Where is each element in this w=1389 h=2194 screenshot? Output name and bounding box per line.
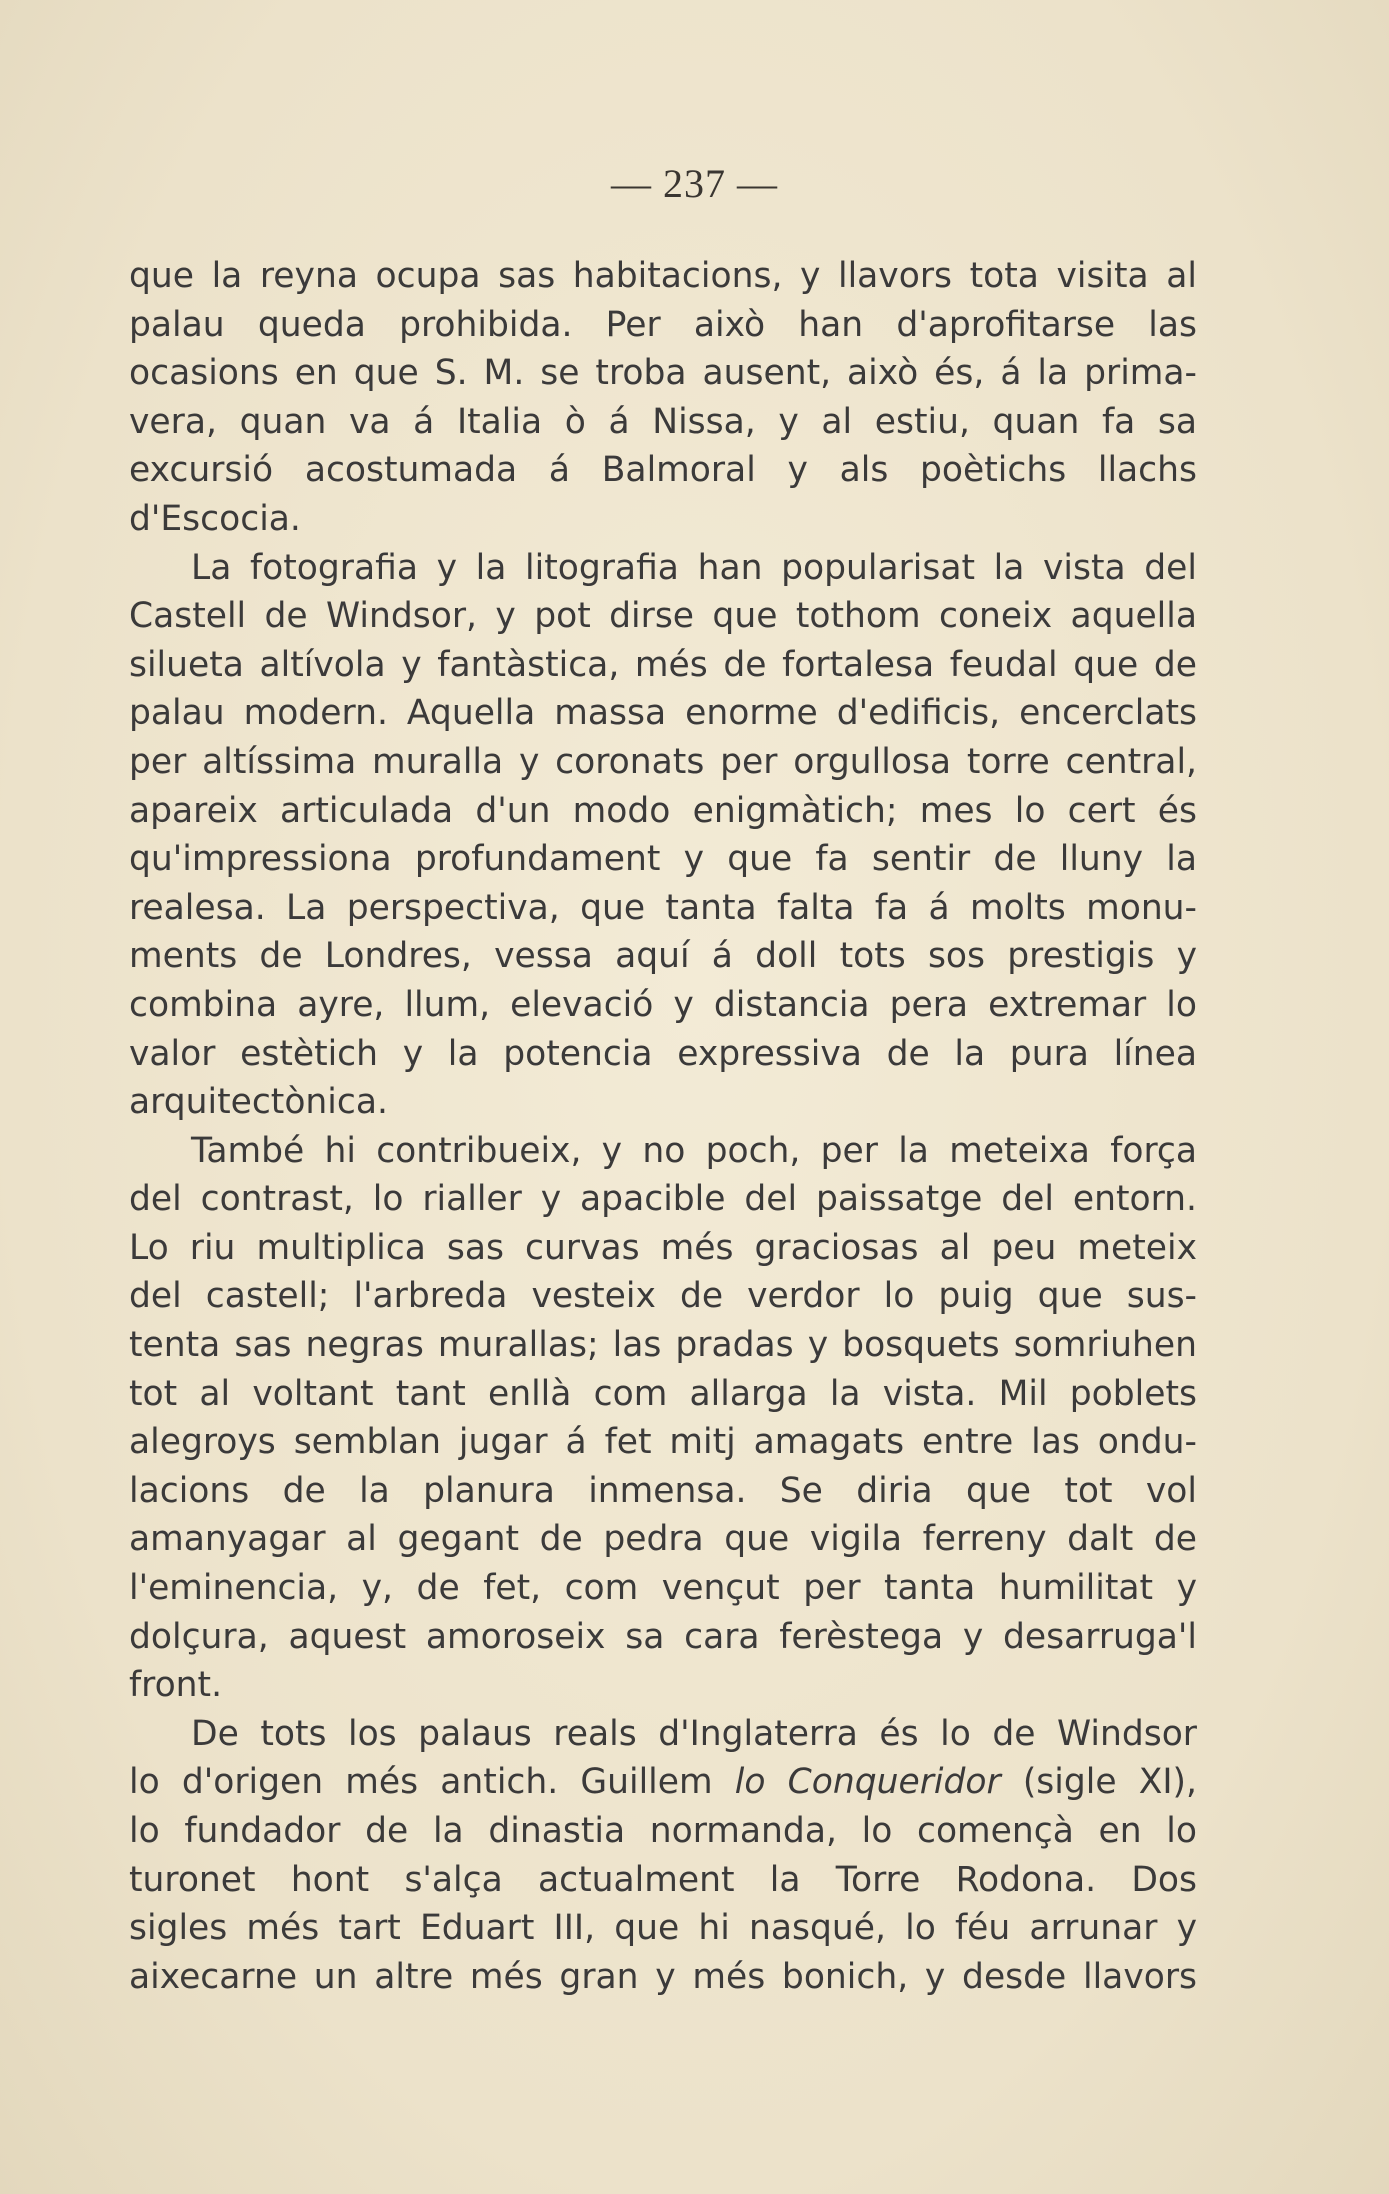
text-line: palau modern. Aquella massa enorme d'edificis, encerclats — [129, 693, 1197, 734]
text-segment: lo d'origen més antich. Guillem — [129, 1762, 735, 1803]
text-line: excursió acostumada á Balmoral y als poètichs llachs — [129, 450, 1197, 491]
text-line: lo fundador de la dinastia normanda, lo començà en lo — [129, 1811, 1197, 1851]
paragraph-end-line: arquitectònica. — [129, 1082, 388, 1123]
text-line: apareix articulada d'un modo enigmàtich; mes lo cert és — [129, 790, 1197, 831]
text-line: Castell de Windsor, y pot dirse que tothom coneix aquella — [129, 596, 1197, 637]
text-line: Lo riu multiplica sas curvas més graciosas al peu meteix — [129, 1227, 1197, 1268]
text-line: del castell; l'arbreda vesteix de verdor lo puig que sus- — [129, 1276, 1197, 1317]
text-line: per altíssima muralla y coronats per orgullosa torre central, — [129, 741, 1197, 782]
paragraph-start-line: De tots los palaus reals d'Inglaterra és lo de Windsor — [191, 1713, 1197, 1754]
text-line: vera, quan va á Italia ò á Nissa, y al estiu, quan fa sa — [129, 401, 1197, 442]
text-line: lacions de la planura inmensa. Se diria que tot vol — [129, 1470, 1197, 1511]
text-line: palau queda prohibida. Per això han d'aprofitarse las — [129, 304, 1197, 345]
text-line: ments de Londres, vessa aquí á doll tots sos prestigis y — [129, 936, 1197, 977]
text-line: ocasions en que S. M. se troba ausent, això és, á la prima- — [129, 353, 1197, 394]
text-line: alegroys semblan jugar á fet mitj amagats entre las ondu- — [129, 1422, 1197, 1463]
body-text — [129, 252, 1197, 2001]
text-line: aixecarne un altre més gran y més bonich, y desde llavors — [129, 1956, 1197, 1997]
text-line: del contrast, lo rialler y apacible del paissatge del entorn. — [129, 1179, 1197, 1220]
text-line: valor estètich y la potencia expressiva de la pura línea — [129, 1033, 1197, 1074]
page-number: — 237 — — [611, 161, 778, 206]
paragraph-end-line: front. — [129, 1665, 223, 1706]
paragraph-start-line: La fotografia y la litografia han popularisat la vista del — [191, 547, 1197, 588]
text-line: que la reyna ocupa sas habitacions, y llavors tota visita al — [129, 256, 1197, 296]
text-line: combina ayre, llum, elevació y distancia pera extremar lo — [129, 984, 1197, 1025]
text-line: turonet hont s'alça actualment la Torre Rodona. Dos — [129, 1859, 1197, 1900]
text-line: amanyagar al gegant de pedra que vigila ferreny dalt de — [129, 1519, 1197, 1560]
text-line: realesa. La perspectiva, que tanta falta fa á molts monu- — [129, 887, 1197, 928]
text-line: qu'impressiona profundament y que fa sentir de lluny la — [129, 839, 1197, 880]
text-line: dolçura, aquest amoroseix sa cara ferèstega y desarruga'l — [129, 1616, 1197, 1657]
italic-title: lo Conqueridor — [734, 1762, 1001, 1803]
paragraph-end-line: d'Escocia. — [129, 498, 301, 539]
text-line: sigles més tart Eduart III, que hi nasqué, lo féu arrunar y — [129, 1908, 1197, 1949]
text-line-with-italic — [129, 1758, 1197, 1807]
text-line: l'eminencia, y, de fet, com vençut per tanta humilitat y — [129, 1568, 1197, 1609]
paragraph-start-line: També hi contribueix, y no poch, per la meteixa força — [191, 1130, 1197, 1171]
text-segment: (sigle XI), — [1000, 1762, 1197, 1803]
text-line: tot al voltant tant enllà com allarga la vista. Mil poblets — [129, 1373, 1197, 1414]
text-line: tenta sas negras murallas; las pradas y bosquets somriuhen — [129, 1325, 1197, 1366]
text-line: silueta altívola y fantàstica, més de fortalesa feudal que de — [129, 644, 1197, 685]
